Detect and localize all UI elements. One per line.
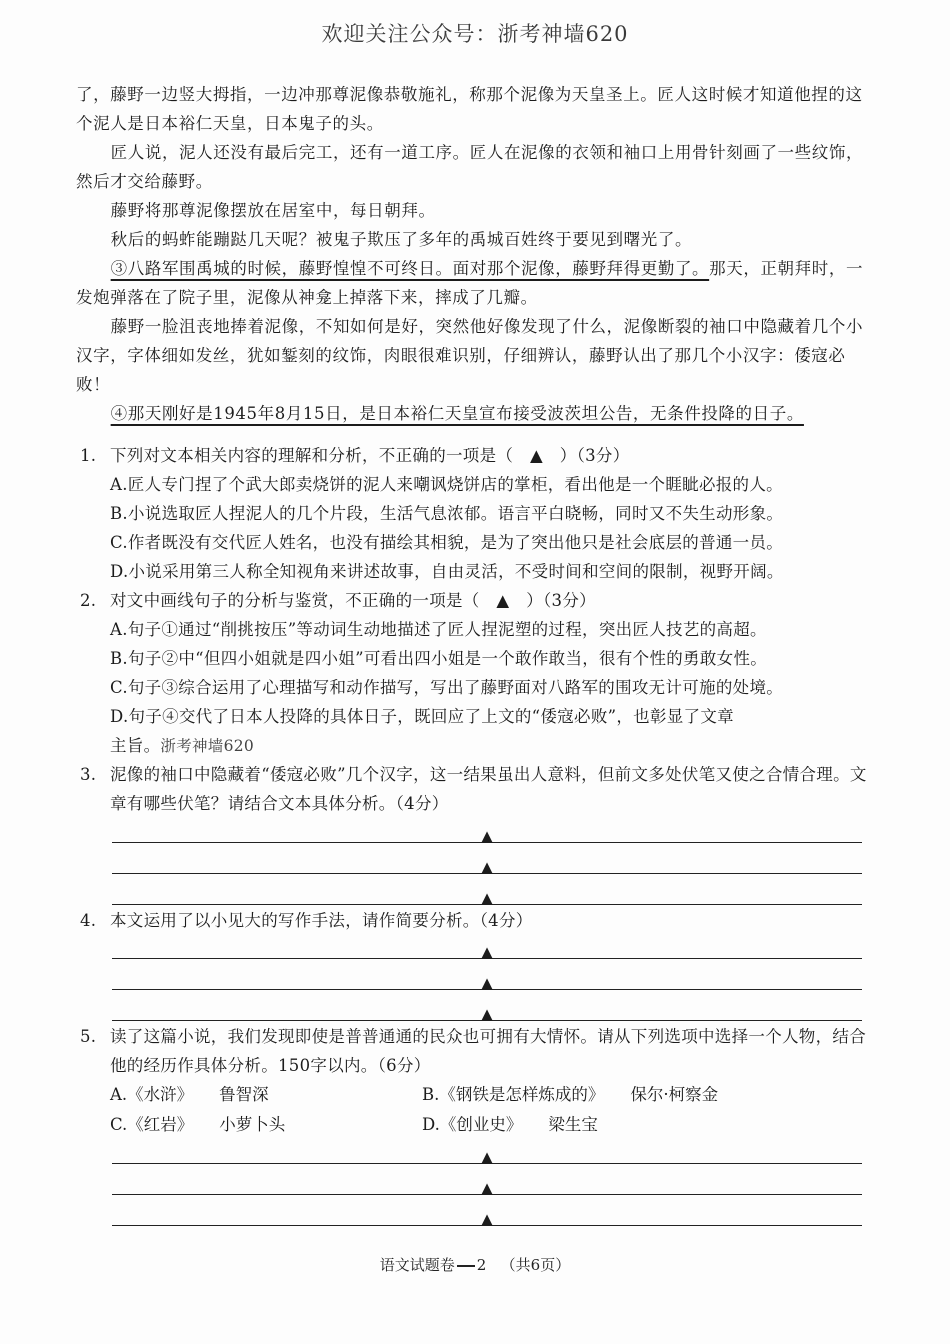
article-paragraph: 秋后的蚂蚱能蹦跶几天呢？被鬼子欺压了多年的禹城百姓终于要见到曙光了。	[110, 230, 693, 249]
answer-area-q5[interactable]	[112, 1133, 862, 1226]
option-character: 保尔·柯察金	[630, 1085, 719, 1104]
question-1	[80, 441, 870, 586]
answer-mark: ▲	[481, 889, 493, 907]
answer-line[interactable]	[112, 990, 862, 1021]
option-a: A.匠人专门捏了个武大郎卖烧饼的泥人来嘲讽烧饼店的掌柜，看出他是一个睚眦必报的人。	[110, 475, 783, 494]
footer-page-number: 2	[476, 1256, 487, 1274]
answer-mark: ▲	[481, 858, 493, 876]
question-stem: 对文中画线句子的分析与鉴赏，不正确的一项是（ ▲ ）（3分）	[110, 591, 596, 610]
footer-dash	[457, 1265, 475, 1267]
footer-subject: 语文试题卷	[379, 1256, 455, 1274]
question-5	[80, 1022, 870, 1080]
question-stem: 泥像的袖口中隐藏着“倭寇必败”几个汉字，这一结果虽出人意料，但前文多处伏笔又使之合情合理。文章有哪些伏笔？请结合文本具体分析。（4分）	[110, 765, 867, 813]
article-paragraph	[76, 254, 866, 312]
option-book: C.《红岩》	[110, 1115, 194, 1134]
answer-mark: ▲	[481, 1179, 493, 1197]
answer-mark: ▲	[481, 943, 493, 961]
answer-area-q4[interactable]	[112, 928, 862, 1021]
question-2	[80, 586, 870, 761]
option-d-continued	[80, 731, 870, 761]
question-number: 1.	[80, 446, 97, 465]
option-b: B.句子②中“但四小姐就是四小姐”可看出四小姐是一个敢作敢当，很有个性的勇敢女性。	[110, 649, 768, 668]
option-b: B.小说选取匠人捏泥人的几个片段，生活气息浓郁。语言平白晓畅，同时又不失生动形象。	[110, 504, 784, 523]
underlined-sentence-3: ③八路军围禹城的时候，藤野惶惶不可终日。面对那个泥像，藤野拜得更勤了。	[110, 259, 710, 278]
article-paragraph: 匠人说，泥人还没有最后完工，还有一道工序。匠人在泥像的衣领和袖口上用骨针刻画了一些纹饰，然后才交给藤野。	[76, 143, 864, 191]
question-stem: 下列对文本相关内容的理解和分析，不正确的一项是（ ▲ ）（3分）	[110, 446, 630, 465]
article-paragraph	[76, 399, 866, 428]
article-paragraph: 藤野一脸沮丧地捧着泥像，不知如何是好，突然他好像发现了什么，泥像断裂的袖口中隐藏着几个小汉字，字体细如发丝，犹如錾刻的纹饰，肉眼很难识别，仔细辨认，藤野认出了那几个小汉字：倭寇必败！	[76, 317, 864, 394]
article-sentence: 那天，正朝拜时，一发炮弹落在了院子里，泥像从神龛上掉落下来，摔成了几瓣。	[76, 259, 864, 307]
question-number: 3.	[80, 765, 97, 784]
option-c: C.作者既没有交代匠人姓名，也没有描绘其相貌，是为了突出他只是社会底层的普通一员。	[110, 533, 784, 552]
option-d-tail: 主旨。	[110, 736, 161, 755]
page-footer	[0, 1254, 950, 1275]
footer-total-pages: （共6页）	[500, 1256, 571, 1274]
answer-line[interactable]	[112, 812, 862, 843]
answer-mark: ▲	[481, 1148, 493, 1166]
option-book: B.《钢铁是怎样炼成的》	[422, 1085, 605, 1104]
answer-mark: ▲	[481, 974, 493, 992]
option-d: D.句子④交代了日本人投降的具体日子，既回应了上文的“倭寇必败”，也彰显了文章	[110, 707, 734, 726]
option-character: 小萝卜头	[219, 1115, 286, 1134]
option-c: C.句子③综合运用了心理描写和动作描写，写出了藤野面对八路军的围攻无计可施的处境。	[110, 678, 784, 697]
article-paragraph: 藤野将那尊泥像摆放在居室中，每日朝拜。	[110, 201, 436, 220]
answer-line[interactable]	[112, 1133, 862, 1164]
option-character: 鲁智深	[219, 1085, 269, 1104]
question-stem: 读了这篇小说，我们发现即使是普普通通的民众也可拥有大情怀。请从下列选项中选择一个人物，结合他的经历作具体分析。150字以内。（6分）	[110, 1027, 866, 1075]
article-text	[76, 80, 866, 428]
answer-mark: ▲	[481, 827, 493, 845]
header-watermark: 欢迎关注公众号：浙考神墙620	[321, 22, 629, 46]
answer-line[interactable]	[112, 959, 862, 990]
inline-watermark: 浙考神墙620	[160, 737, 255, 755]
question-number: 2.	[80, 591, 97, 610]
answer-mark: ▲	[481, 1210, 493, 1228]
answer-line[interactable]	[112, 874, 862, 905]
option-d: D.小说采用第三人称全知视角来讲述故事，自由灵活，不受时间和空间的限制，视野开阔。	[110, 562, 784, 581]
question-3	[80, 760, 870, 818]
option-a	[110, 1080, 269, 1109]
option-character: 梁生宝	[548, 1115, 598, 1134]
question-number: 4.	[80, 911, 97, 930]
option-book: A.《水浒》	[110, 1085, 194, 1104]
answer-line[interactable]	[112, 1164, 862, 1195]
underlined-sentence-4: ④那天刚好是1945年8月15日，是日本裕仁天皇宣布接受波茨坦公告，无条件投降的日子。	[110, 404, 804, 423]
answer-line[interactable]	[112, 928, 862, 959]
option-a: A.句子①通过“削挑按压”等动词生动地描述了匠人捏泥塑的过程，突出匠人技艺的高超。	[110, 620, 767, 639]
question-stem: 本文运用了以小见大的写作手法，请作简要分析。（4分）	[110, 911, 533, 930]
option-book: D.《创业史》	[422, 1115, 523, 1134]
question-number: 5.	[80, 1027, 97, 1046]
option-b	[422, 1080, 718, 1109]
article-paragraph: 了，藤野一边竖大拇指，一边冲那尊泥像恭敬施礼，称那个泥像为天皇圣上。匠人这时候才知道他捏的这个泥人是日本裕仁天皇，日本鬼子的头。	[76, 85, 863, 133]
answer-line[interactable]	[112, 843, 862, 874]
answer-line[interactable]	[112, 1195, 862, 1226]
answer-mark: ▲	[481, 1005, 493, 1023]
answer-area-q3[interactable]	[112, 812, 862, 905]
